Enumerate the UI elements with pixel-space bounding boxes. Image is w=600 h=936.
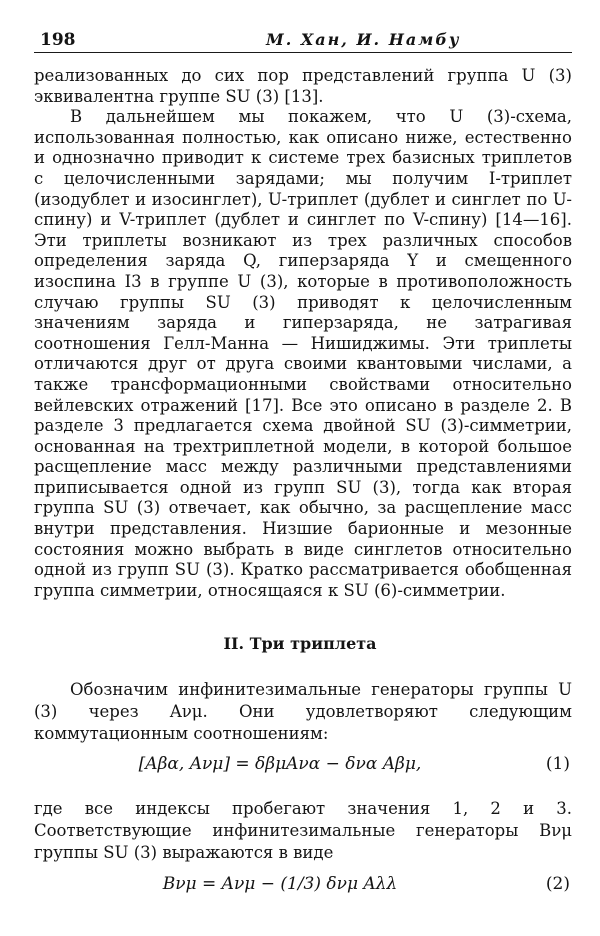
page-number: 198 — [40, 30, 76, 50]
paragraph-3-block — [34, 679, 572, 745]
paragraph-2: В дальнейшем мы покажем, что U (3)-схема, использованная полностью, как описано ниже, естественно и однозначно приводит к системе трех базисных триплетов с целочисленными зарядами; мы получим I-триплет (изодублет и изосинглет), U-триплет (дублет и синглет по U-спину) и V-триплет (дублет и синглет по V-спину) [14—16]. Эти триплеты возникают из трех различных способов определения заряда Q, гиперзаряда Y и смещенного изоспина I3 в группе U (3), которые в противоположность случаю группы SU (3) приводят к целочисленным значениям заряда и гиперзаряда, не затрагивая соотношения Гелл-Манна — Нишиджимы. Эти триплеты отличаются друг от друга своими квантовыми числами, а также трансформационными свойствами относительно вейлевских отражений [17]. Все это описано в разделе 2. В разделе 3 предлагается схема двойной SU (3)-симметрии, основанная на трехтриплетной модели, в которой большое расщепление масс между различными представлениями приписывается одной из групп SU (3), тогда как вторая группа SU (3) отвечает, как обычно, за расщепление масс внутри представления. Низшие барионные и мезонные состояния можно выбрать в виде синглетов относительно одной из групп SU (3). Кратко рассматривается обобщенная группа симметрии, относящаяся к SU (6)-симметрии. — [34, 107, 572, 600]
page-header — [34, 28, 572, 53]
paragraph-1: реализованных до сих пор представлений группа U (3) эквивалентна группе SU (3) [13]. — [34, 66, 572, 106]
paragraph-3: Обозначим инфинитезимальные генераторы группы U (3) через Aνμ. Они удовлетворяют следующим коммутационным соотношениям: — [34, 680, 572, 743]
body-text — [34, 66, 572, 601]
paragraph-4-block — [34, 798, 572, 864]
equation-2-formula: Bνμ = Aνμ − (1/3) δνμ Aλλ — [162, 874, 398, 894]
equation-1-formula: [Aβα, Aνμ] = δβμAνα − δνα Aβμ, — [138, 754, 422, 774]
equation-1-number: (1) — [545, 754, 570, 774]
section-title: II. Три триплета — [223, 634, 377, 653]
paragraph-4: где все индексы пробегают значения 1, 2 и 3. Соответствующие инфинитезимальные генераторы Bνμ группы SU (3) выражаются в виде — [34, 799, 572, 862]
running-head: М. Хан, И. Намбу — [266, 30, 461, 49]
equation-2-number: (2) — [545, 874, 570, 894]
equation-1 — [0, 750, 600, 780]
equation-2 — [0, 870, 600, 900]
